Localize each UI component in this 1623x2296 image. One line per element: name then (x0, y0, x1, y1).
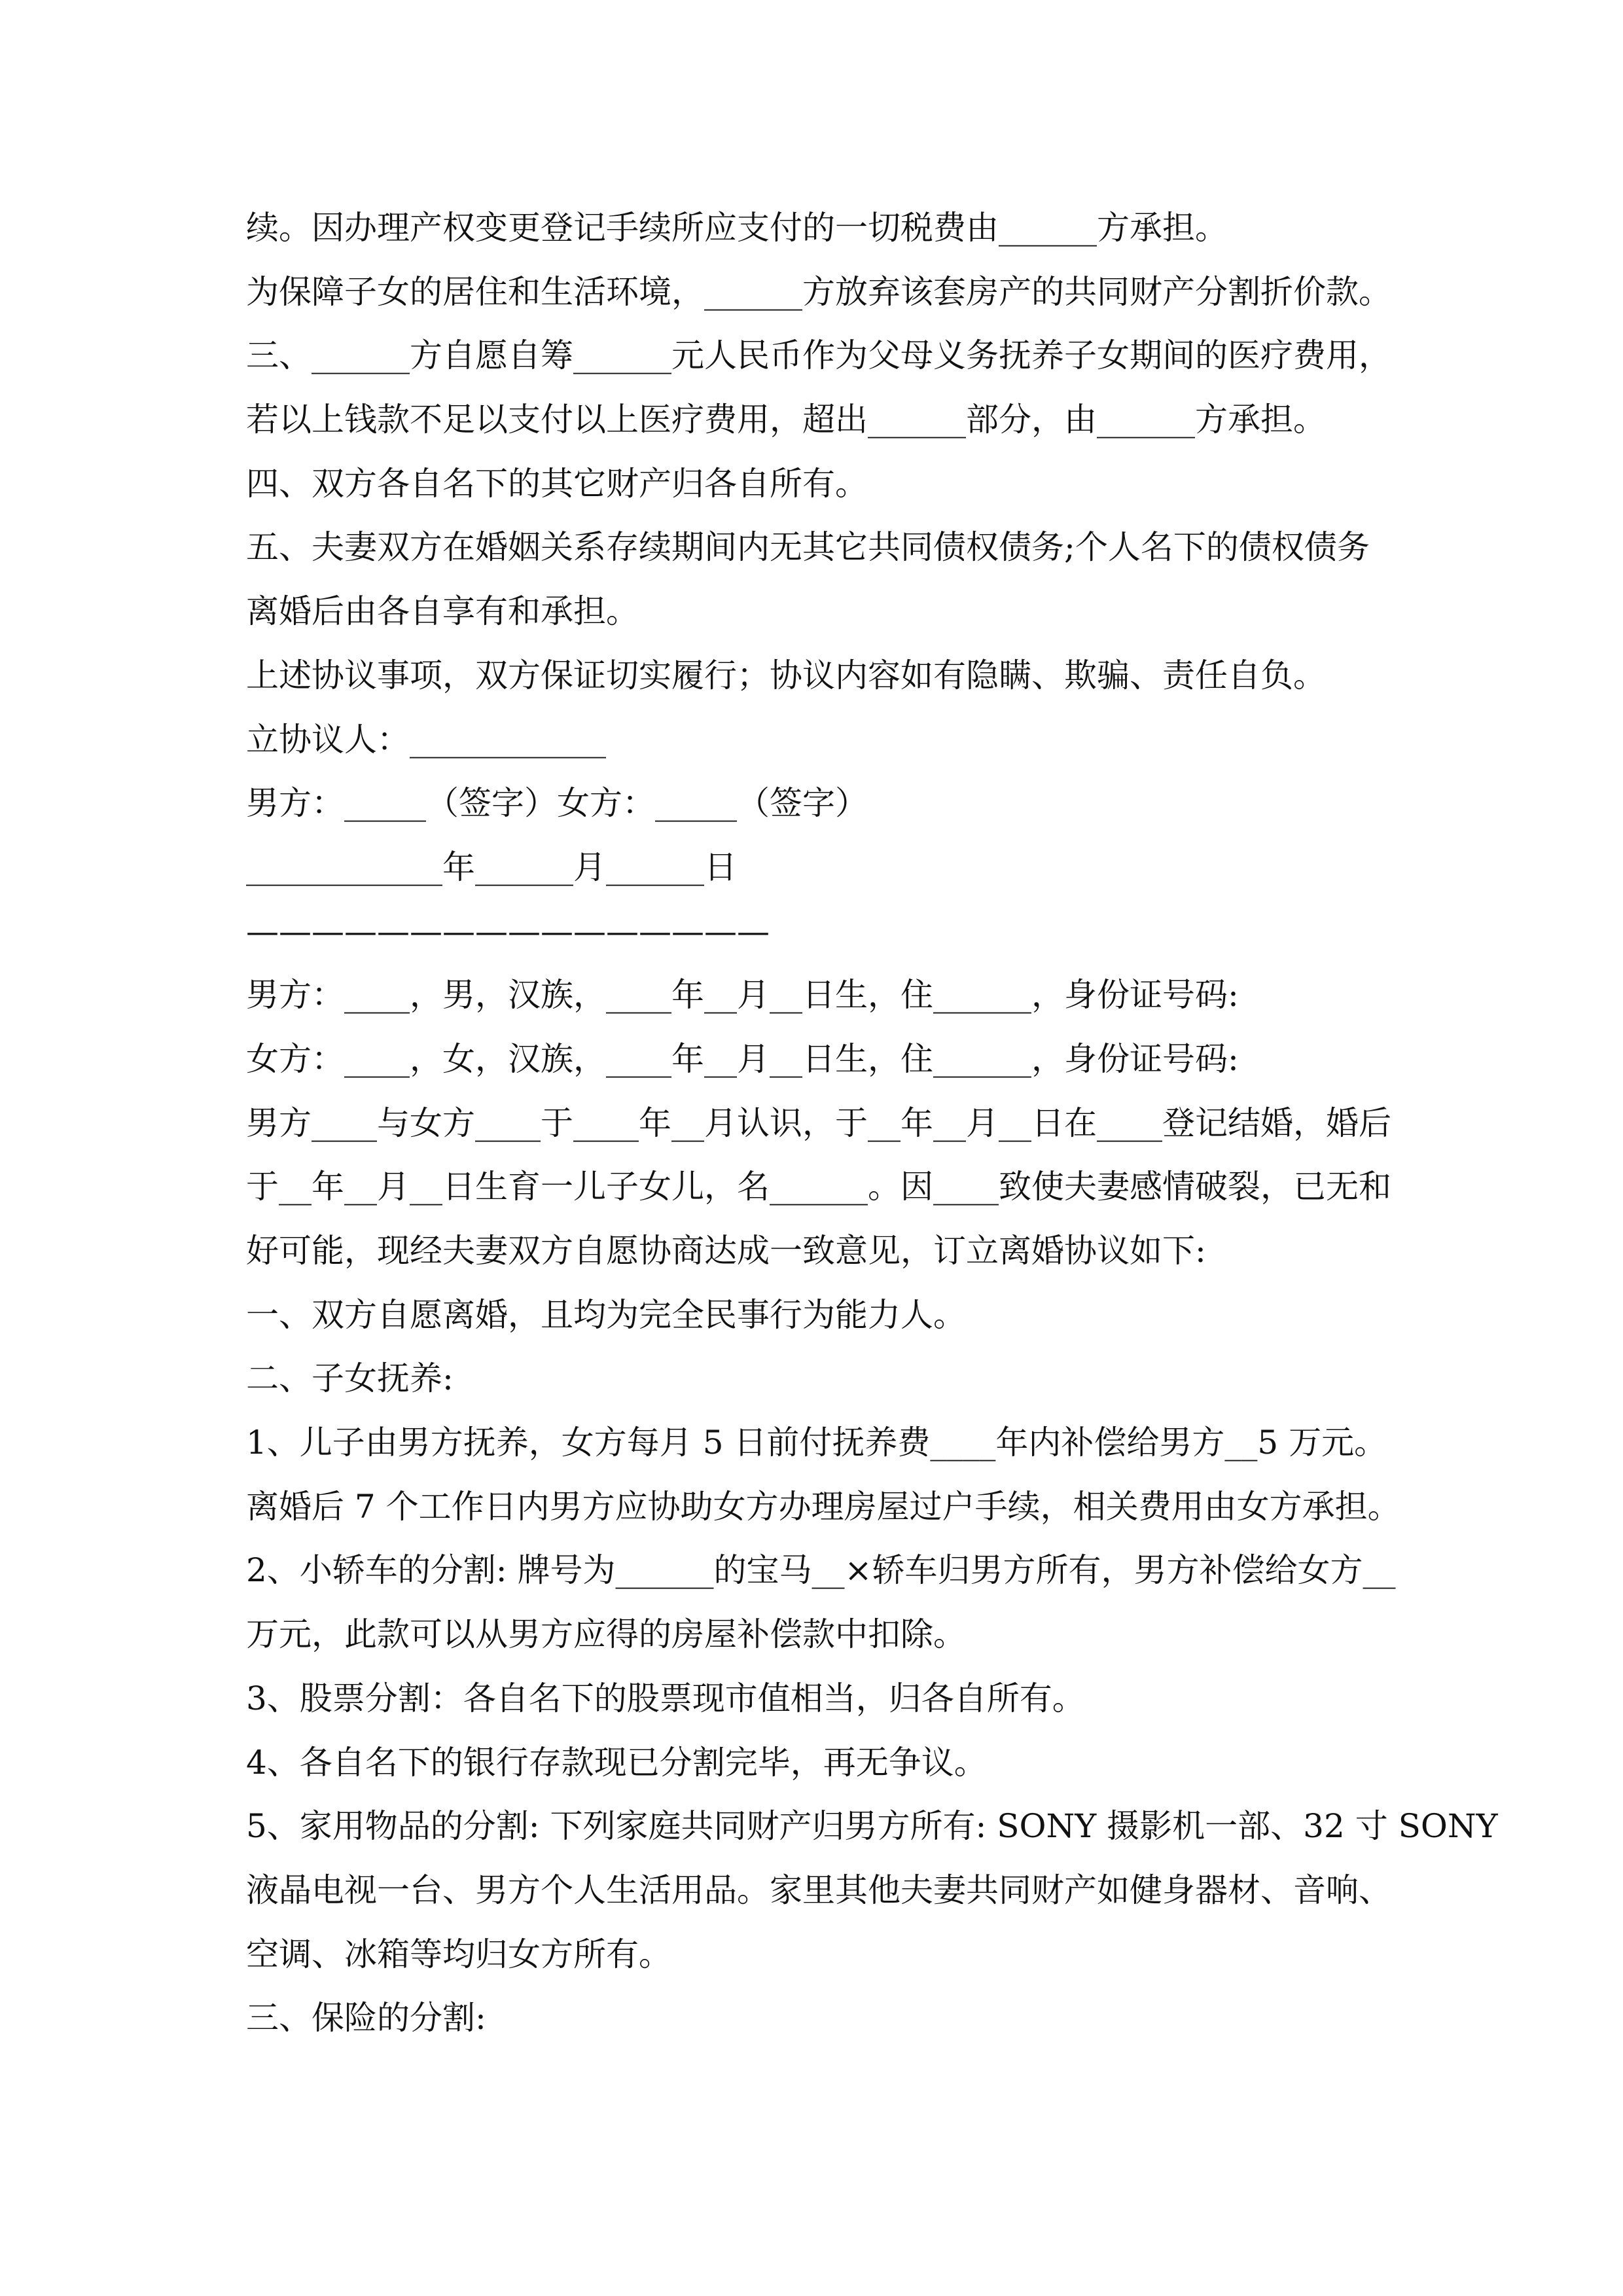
text-line: 4、各自名下的银行存款现已分割完毕，再无争议。 (246, 1743, 987, 1782)
text-line: 2、小轿车的分割: 牌号为______的宝马__×轿车归男方所有，男方补偿给女方__ (246, 1551, 1396, 1590)
signature-line: 男方：_____（签字）女方：_____（签字） (246, 784, 868, 823)
text-line: 若以上钱款不足以支付以上医疗费用，超出______部分，由______方承担。 (246, 401, 1326, 439)
text-line: 续。因办理产权变更登记手续所应支付的一切税费由______方承担。 (246, 209, 1228, 247)
text-line: 一、双方自愿离婚，且均为完全民事行为能力人。 (246, 1295, 966, 1334)
section-heading: 三、保险的分割: (246, 1999, 486, 2037)
document-page (246, 196, 1498, 2051)
text-line: 离婚后由各自享有和承担。 (246, 592, 639, 631)
text-line: 1、儿子由男方抚养，女方每月 5 日前付抚养费____年内补偿给男方__5 万元。 (246, 1424, 1387, 1462)
separator-line: ———————————————— (246, 912, 770, 950)
text-line: 液晶电视一台、男方个人生活用品。家里其他夫妻共同财产如健身器材、音响、 (246, 1871, 1391, 1909)
text-line: 万元，此款可以从男方应得的房屋补偿款中扣除。 (246, 1615, 966, 1654)
text-line: 上述协议事项，双方保证切实履行；协议内容如有隐瞒、欺骗、责任自负。 (246, 656, 1326, 694)
text-line: 5、家用物品的分割: 下列家庭共同财产归男方所有: SONY 摄影机一部、32 寸 SONY (246, 1807, 1498, 1846)
text-line: 男方____与女方____于____年__月认识，于__年__月__日在____登记结婚，婚后 (246, 1103, 1391, 1142)
text-line: 女方：____，女，汉族，____年__月__日生，住______，身份证号码: (246, 1039, 1239, 1078)
text-line: 三、______方自愿自筹______元人民币作为父母义务抚养子女期间的医疗费用， (246, 336, 1391, 375)
date-line: ____________年______月______日 (246, 848, 737, 886)
text-line: 四、双方各自名下的其它财产归各自所有。 (246, 464, 868, 503)
text-line: 离婚后 7 个工作日内男方应协助女方办理房屋过户手续，相关费用由女方承担。 (246, 1487, 1400, 1526)
text-line: 空调、冰箱等均归女方所有。 (246, 1935, 671, 1973)
text-line: 于__年__月__日生育一儿子女儿，名______。因____致使夫妻感情破裂，已无和 (246, 1168, 1391, 1206)
section-heading: 二、子女抚养: (246, 1359, 454, 1398)
text-line: 男方：____，男，汉族，____年__月__日生，住______，身份证号码: (246, 976, 1239, 1014)
text-line: 3、股票分割：各自名下的股票现市值相当，归各自所有。 (246, 1679, 1085, 1717)
text-line: 好可能，现经夫妻双方自愿协商达成一致意见，订立离婚协议如下: (246, 1232, 1206, 1270)
signatory-line: 立协议人：____________ (246, 720, 606, 759)
text-line: 为保障子女的居住和生活环境，______方放弃该套房产的共同财产分割折价款。 (246, 272, 1391, 311)
text-line: 五、夫妻双方在婚姻关系存续期间内无其它共同债权债务;个人名下的债权债务 (246, 528, 1370, 567)
